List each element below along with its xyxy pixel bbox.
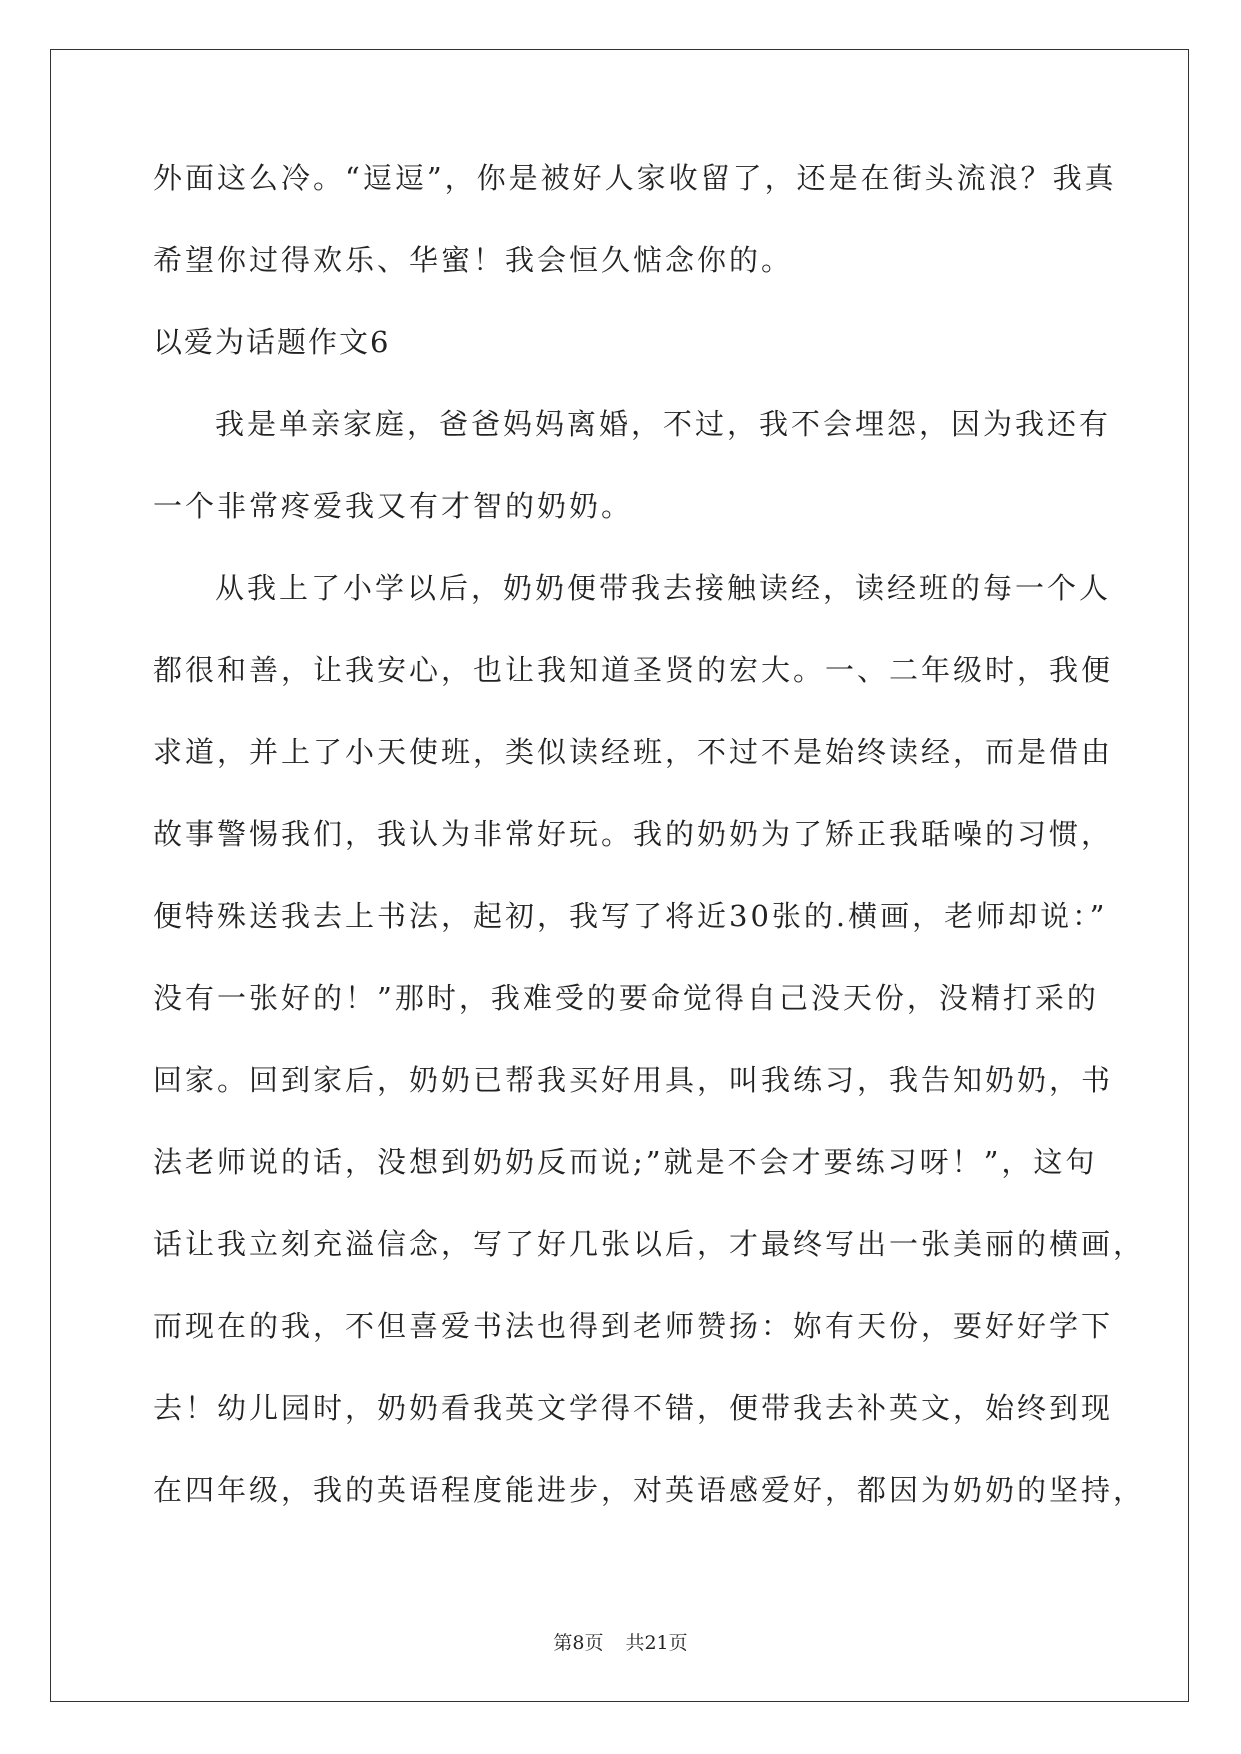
text-line: 便特殊送我去上书法，起初，我写了将近30张的.横画，老师却说：” [153,899,1108,933]
text-line: 都很和善，让我安心，也让我知道圣贤的宏大。一、二年级时，我便 [153,653,1114,687]
text-line: 求道，并上了小天使班，类似读经班，不过不是始终读经，而是借由 [153,735,1114,769]
text-line: 话让我立刻充溢信念，写了好几张以后，才最终写出一张美丽的横画， [153,1227,1146,1261]
text-line: 去！幼儿园时，奶奶看我英文学得不错，便带我去补英文，始终到现 [153,1391,1114,1425]
text-line: 而现在的我，不但喜爱书法也得到老师赞扬：妳有天份，要好好学下 [153,1309,1114,1343]
document-body [153,158,1146,1552]
text-line: 在四年级，我的英语程度能进步，对英语感爱好，都因为奶奶的坚持， [153,1473,1146,1507]
text-line: 回家。回到家后，奶奶已帮我买好用具，叫我练习，我告知奶奶，书 [153,1063,1114,1097]
text-line: 希望你过得欢乐、华蜜！我会恒久惦念你的。 [153,243,794,277]
text-line: 没有一张好的！”那时，我难受的要命觉得自己没天份，没精打采的 [153,981,1099,1015]
text-line: 从我上了小学以后，奶奶便带我去接触读经，读经班的每一个人 [215,571,1112,605]
page-total: 共21页 [625,1632,688,1654]
text-line: 法老师说的话，没想到奶奶反而说;”就是不会才要练习呀！”，这句 [153,1145,1098,1179]
text-line: 一个非常疼爱我又有才智的奶奶。 [153,489,634,523]
text-line: 故事警惕我们，我认为非常好玩。我的奶奶为了矫正我聒噪的习惯， [153,817,1114,851]
page-footer [0,1628,1241,1655]
page-number: 第8页 [553,1632,604,1654]
text-line: 我是单亲家庭，爸爸妈妈离婚，不过，我不会埋怨，因为我还有 [215,407,1112,441]
section-heading: 以爱为话题作文6 [153,325,391,359]
text-line: 外面这么冷。“逗逗”，你是被好人家收留了，还是在街头流浪？我真 [153,161,1117,195]
